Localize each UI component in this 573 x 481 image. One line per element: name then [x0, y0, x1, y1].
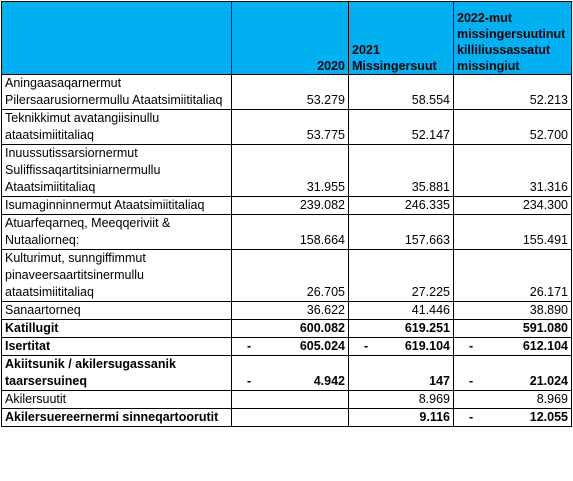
surplus-row: [2, 409, 572, 427]
row-label: Inuussutissarsiornermut Suliffissaqartitsiniarnermullu Ataatsimiititaliaq: [2, 145, 232, 197]
table-row: [2, 302, 572, 320]
row-label: Akilersuereernermi sinneqartoorutit: [2, 409, 232, 427]
cell-2021: 27.225: [349, 250, 454, 302]
row-label: Isertitat: [2, 338, 232, 356]
cell-2021: 9.116: [349, 409, 454, 427]
row-label: Isumaginninnermut Ataatsimiititaliaq: [2, 197, 232, 215]
cell-2020: 31.955: [232, 145, 349, 197]
header-2022: 2022-mut missingersuutinut killiliussassatut missingiut: [454, 2, 572, 75]
cell-2021: 52.147: [349, 110, 454, 145]
table-row: [2, 145, 572, 197]
cell-2020: [232, 409, 349, 427]
cell-value: 612.104: [522, 339, 568, 353]
cell-2021: 246.335: [349, 197, 454, 215]
cell-2020: 600.082: [232, 320, 349, 338]
cell-2021: 35.881: [349, 145, 454, 197]
table-row: [2, 215, 572, 250]
budget-table: [1, 1, 572, 427]
cell-2022: 591.080: [454, 320, 572, 338]
negative-sign: -: [247, 339, 252, 353]
row-label: Katillugit: [2, 320, 232, 338]
table-row: [2, 250, 572, 302]
balance-row: [2, 356, 572, 391]
cell-2021: 58.554: [349, 75, 454, 110]
table-row: [2, 110, 572, 145]
cell-2020: 239.082: [232, 197, 349, 215]
cell-value: 619.104: [404, 339, 450, 353]
cell-2021: 8.969: [349, 391, 454, 409]
cell-2022: 234.300: [454, 197, 572, 215]
cell-2021: 147: [349, 356, 454, 391]
cell-2021: 41.446: [349, 302, 454, 320]
cell-2020: 36.622: [232, 302, 349, 320]
cell-2021: [349, 338, 454, 356]
negative-sign: -: [469, 339, 474, 353]
cell-2020: [232, 356, 349, 391]
table-row: [2, 197, 572, 215]
cell-2020: 26.705: [232, 250, 349, 302]
row-label: Aningaasaqarnermut Pilersaarusiornermullu Ataatsimiititaliaq: [2, 75, 232, 110]
income-row: [2, 338, 572, 356]
cell-2022: 52.700: [454, 110, 572, 145]
table-row: [2, 391, 572, 409]
header-row: [2, 2, 572, 75]
cell-2021: 157.663: [349, 215, 454, 250]
cell-2022: [454, 409, 572, 427]
negative-sign: -: [469, 374, 474, 388]
row-label: Akilersuutit: [2, 391, 232, 409]
row-label: Atuarfeqarneq, Meeqqeriviit & Nutaaliorneq:: [2, 215, 232, 250]
cell-2022: [454, 356, 572, 391]
header-2021: 2021 Missingersuut: [349, 2, 454, 75]
row-label: Kulturimut, sunngiffimmut pinaveersaartitsinermullu ataatsimiititaliaq: [2, 250, 232, 302]
table-row: [2, 75, 572, 110]
cell-2020: [232, 338, 349, 356]
cell-2022: 52.213: [454, 75, 572, 110]
row-label: Teknikkimut avatangiisinullu ataatsimiititaliaq: [2, 110, 232, 145]
row-label: Sanaartorneq: [2, 302, 232, 320]
total-row: [2, 320, 572, 338]
negative-sign: -: [364, 339, 369, 353]
cell-2020: [232, 391, 349, 409]
negative-sign: -: [469, 410, 474, 424]
cell-2020: 53.775: [232, 110, 349, 145]
cell-2022: 38.890: [454, 302, 572, 320]
cell-2022: 26.171: [454, 250, 572, 302]
cell-value: 12.055: [529, 410, 568, 424]
negative-sign: -: [247, 374, 252, 388]
header-label: [2, 2, 232, 75]
cell-2022: [454, 338, 572, 356]
cell-2020: 53.279: [232, 75, 349, 110]
cell-2022: 31.316: [454, 145, 572, 197]
cell-value: 605.024: [299, 339, 345, 353]
cell-2021: 619.251: [349, 320, 454, 338]
cell-2022: 155.491: [454, 215, 572, 250]
header-2020: 2020: [232, 2, 349, 75]
cell-2022: 8.969: [454, 391, 572, 409]
cell-value: 21.024: [529, 374, 568, 388]
cell-2020: 158.664: [232, 215, 349, 250]
row-label: Akiitsunik / akilersugassanik taarsersuineq: [2, 356, 232, 391]
cell-value: 4.942: [313, 374, 345, 388]
